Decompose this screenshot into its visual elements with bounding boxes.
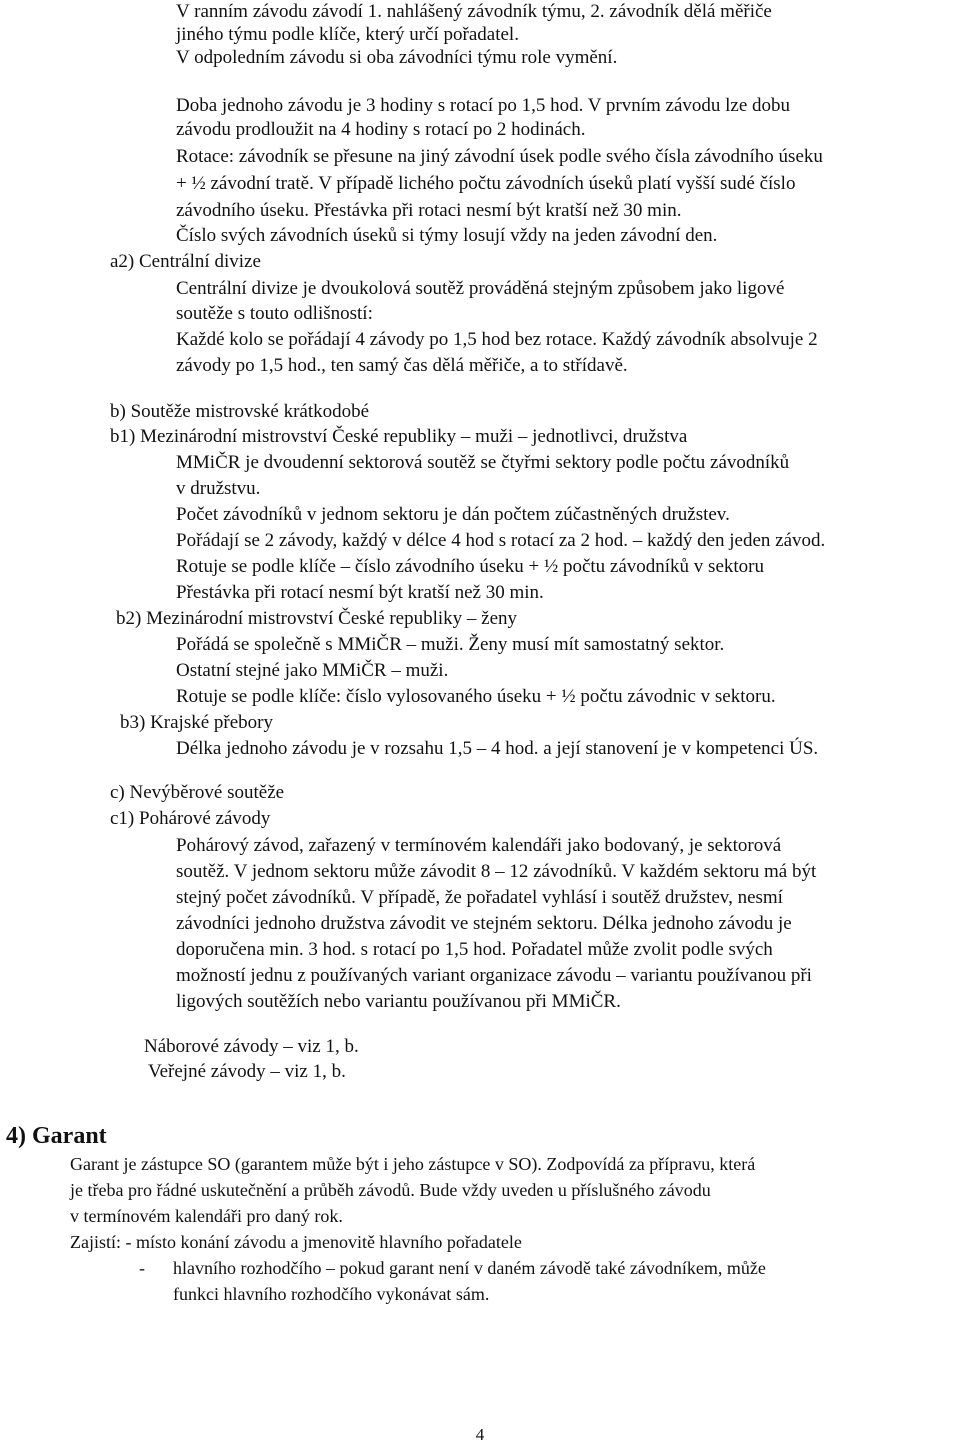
text-line: v družstvu. <box>176 478 261 499</box>
text-line: závodníci jednoho družstva závodit ve stejném sektoru. Délka jednoho závodu je <box>176 913 792 934</box>
text-line: jiného týmu podle klíče, který určí pořadatel. <box>176 24 519 45</box>
text-line: závody po 1,5 hod., ten samý čas dělá měřiče, a to střídavě. <box>176 355 628 376</box>
text-line: Přestávka při rotací nesmí být kratší než 30 min. <box>176 582 544 603</box>
text-line: je třeba pro řádné uskutečnění a průběh závodů. Bude vždy uveden u příslušného závodu <box>70 1180 711 1200</box>
text-line: závodu prodloužit na 4 hodiny s rotací po 2 hodinách. <box>176 119 586 140</box>
text-line: Číslo svých závodních úseků si týmy losují vždy na jeden závodní den. <box>176 225 718 246</box>
section-heading: a2) Centrální divize <box>110 251 261 272</box>
section-title-garant: 4) Garant <box>6 1123 107 1149</box>
text-line: Každé kolo se pořádají 4 závody po 1,5 hod bez rotace. Každý závodník absolvuje 2 <box>176 329 818 350</box>
text-line: Náborové závody – viz 1, b. <box>144 1036 359 1057</box>
text-line: ligových soutěžích nebo variantu používanou při MMiČR. <box>176 991 621 1012</box>
text-line: Centrální divize je dvoukolová soutěž prováděná stejným způsobem jako ligové <box>176 278 785 299</box>
text-line: stejný počet závodníků. V případě, že pořadatel vyhlásí i soutěž družstev, nesmí <box>176 887 783 908</box>
text-line: Pohárový závod, zařazený v termínovém kalendáři jako bodovaný, je sektorová <box>176 835 782 856</box>
section-heading: c1) Pohárové závody <box>110 808 271 829</box>
text-line: Pořádají se 2 závody, každý v délce 4 hod s rotací za 2 hod. – každý den jeden závod. <box>176 530 826 551</box>
section-heading: b1) Mezinárodní mistrovství České republiky – muži – jednotlivci, družstva <box>110 426 688 447</box>
page-number: 4 <box>475 1425 485 1444</box>
text-line: Pořádá se společně s MMiČR – muži. Ženy musí mít samostatný sektor. <box>176 634 725 655</box>
text-line: Rotuje se podle klíče: číslo vylosovaného úseku + ½ počtu závodnic v sektoru. <box>176 686 776 707</box>
text-line: soutěže s touto odlišností: <box>176 303 373 324</box>
section-heading: b3) Krajské přebory <box>120 712 274 733</box>
list-dash: - <box>139 1258 145 1278</box>
text-line: Rotuje se podle klíče – číslo závodního úseku + ½ počtu závodníků v sektoru <box>176 556 764 577</box>
text-line: + ½ závodní tratě. V případě lichého počtu závodních úseků platí vyšší sudé číslo <box>176 173 796 194</box>
section-heading: c) Nevýběrové soutěže <box>110 782 285 803</box>
text-line: funkci hlavního rozhodčího vykonávat sám. <box>173 1284 490 1304</box>
text-line: Doba jednoho závodu je 3 hodiny s rotací po 1,5 hod. V prvním závodu lze dobu <box>176 95 791 116</box>
text-line: Rotace: závodník se přesune na jiný závodní úsek podle svého čísla závodního úseku <box>176 146 823 167</box>
text-line: Délka jednoho závodu je v rozsahu 1,5 – 4 hod. a její stanovení je v kompetenci ÚS. <box>176 738 819 759</box>
text-line: Zajistí: - místo konání závodu a jmenovitě hlavního pořadatele <box>70 1232 522 1252</box>
text-line: Počet závodníků v jednom sektoru je dán počtem zúčastněných družstev. <box>176 504 730 525</box>
text-line: závodního úseku. Přestávka při rotaci nesmí být kratší než 30 min. <box>176 200 682 221</box>
text-line: v termínovém kalendáři pro daný rok. <box>70 1206 343 1226</box>
text-line: V odpoledním závodu si oba závodníci týmu role vymění. <box>176 47 618 68</box>
section-heading: b) Soutěže mistrovské krátkodobé <box>110 401 370 422</box>
text-line: možností jednu z používaných variant organizace závodu – variantu používanou při <box>176 965 812 986</box>
text-line: hlavního rozhodčího – pokud garant není v daném závodě také závodníkem, může <box>173 1258 766 1278</box>
text-line: doporučena min. 3 hod. s rotací po 1,5 hod. Pořadatel může zvolit podle svých <box>176 939 773 960</box>
text-line: soutěž. V jednom sektoru může závodit 8 – 12 závodníků. V každém sektoru má být <box>176 861 817 882</box>
section-heading: b2) Mezinárodní mistrovství České republiky – ženy <box>116 608 518 629</box>
text-line: Veřejné závody – viz 1, b. <box>148 1061 346 1082</box>
text-line: Garant je zástupce SO (garantem může být i jeho zástupce v SO). Zodpovídá za přípravu, která <box>70 1154 756 1174</box>
text-line: MMiČR je dvoudenní sektorová soutěž se čtyřmi sektory podle počtu závodníků <box>176 452 790 473</box>
text-line: V ranním závodu závodí 1. nahlášený závodník týmu, 2. závodník dělá měřiče <box>176 1 772 22</box>
text-line: Ostatní stejné jako MMiČR – muži. <box>176 660 449 681</box>
